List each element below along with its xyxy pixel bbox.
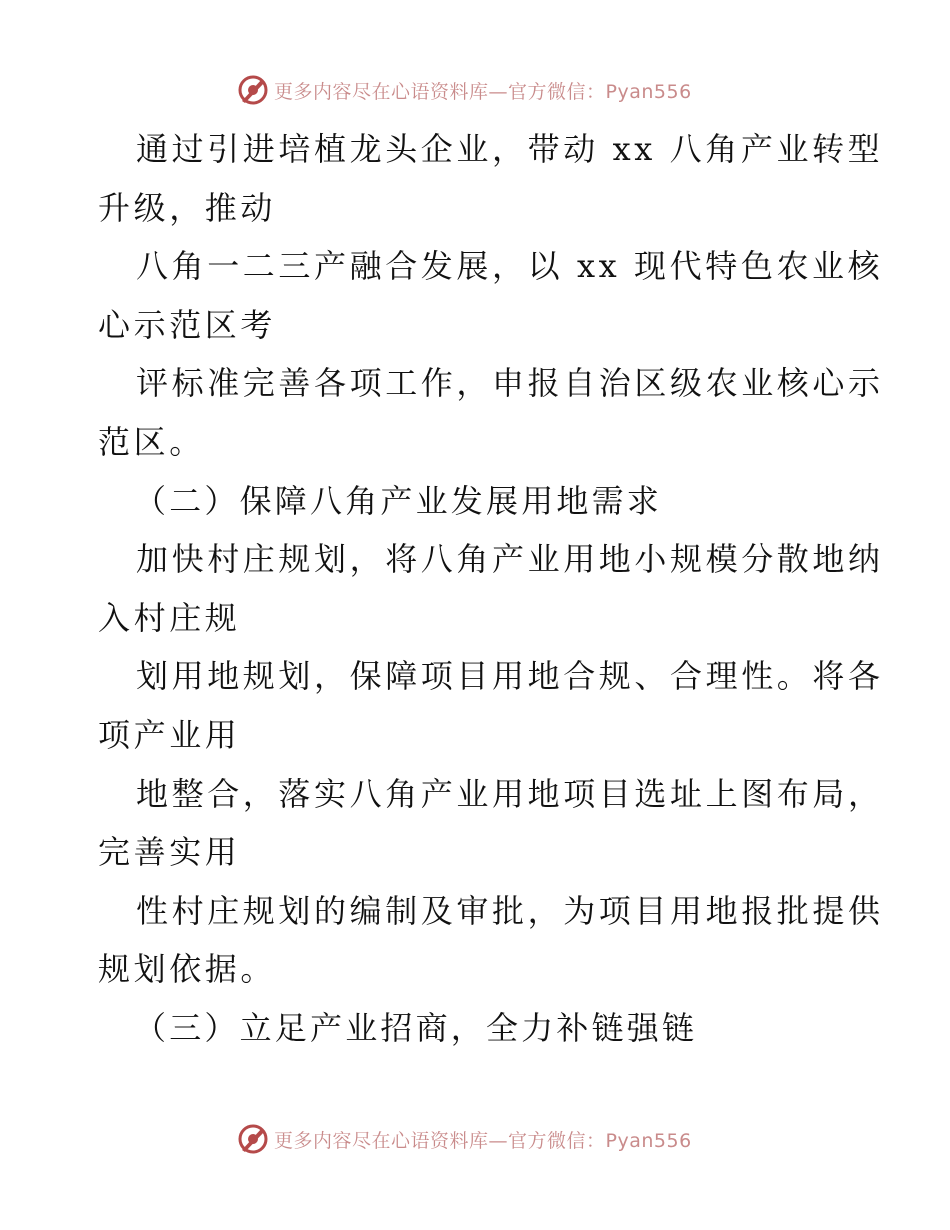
footer-watermark <box>236 1122 692 1156</box>
body-line: 划用地规划，保障项目用地合规、合理性。将各 <box>136 657 884 696</box>
watermark-text: 更多内容尽在心语资料库—官方微信：Pyan556 <box>274 80 692 103</box>
body-line: 地整合，落实八角产业用地项目选址上图布局， <box>136 774 884 813</box>
quill-pen-logo-icon <box>236 1122 270 1156</box>
watermark-wechat-id: Pyan556 <box>605 80 692 103</box>
quill-pen-logo-icon <box>236 73 270 107</box>
header-watermark <box>236 73 692 107</box>
watermark-text: 更多内容尽在心语资料库—官方微信：Pyan556 <box>274 1129 692 1152</box>
body-line: 项产业用 <box>98 715 241 754</box>
body-line: 升级，推动 <box>98 188 277 227</box>
document-body <box>98 120 884 1058</box>
body-line: 八角一二三产融合发展，以 xx 现代特色农业核 <box>136 247 884 286</box>
body-line: 完善实用 <box>98 833 241 872</box>
body-line: 加快村庄规划，将八角产业用地小规模分散地纳 <box>136 540 884 579</box>
section-heading: （三）立足产业招商，全力补链强链 <box>134 1008 698 1047</box>
watermark-wechat-id: Pyan556 <box>605 1129 692 1152</box>
body-line: 入村庄规 <box>98 598 241 637</box>
body-line: 范区。 <box>98 422 205 461</box>
body-line: 规划依据。 <box>98 950 277 989</box>
body-line: 通过引进培植龙头企业，带动 xx 八角产业转型 <box>136 130 884 168</box>
section-heading: （二）保障八角产业发展用地需求 <box>134 481 663 520</box>
body-line: 评标准完善各项工作，申报自治区级农业核心示 <box>136 364 884 403</box>
body-line: 性村庄规划的编制及审批，为项目用地报批提供 <box>136 891 884 930</box>
body-line: 心示范区考 <box>98 305 277 344</box>
